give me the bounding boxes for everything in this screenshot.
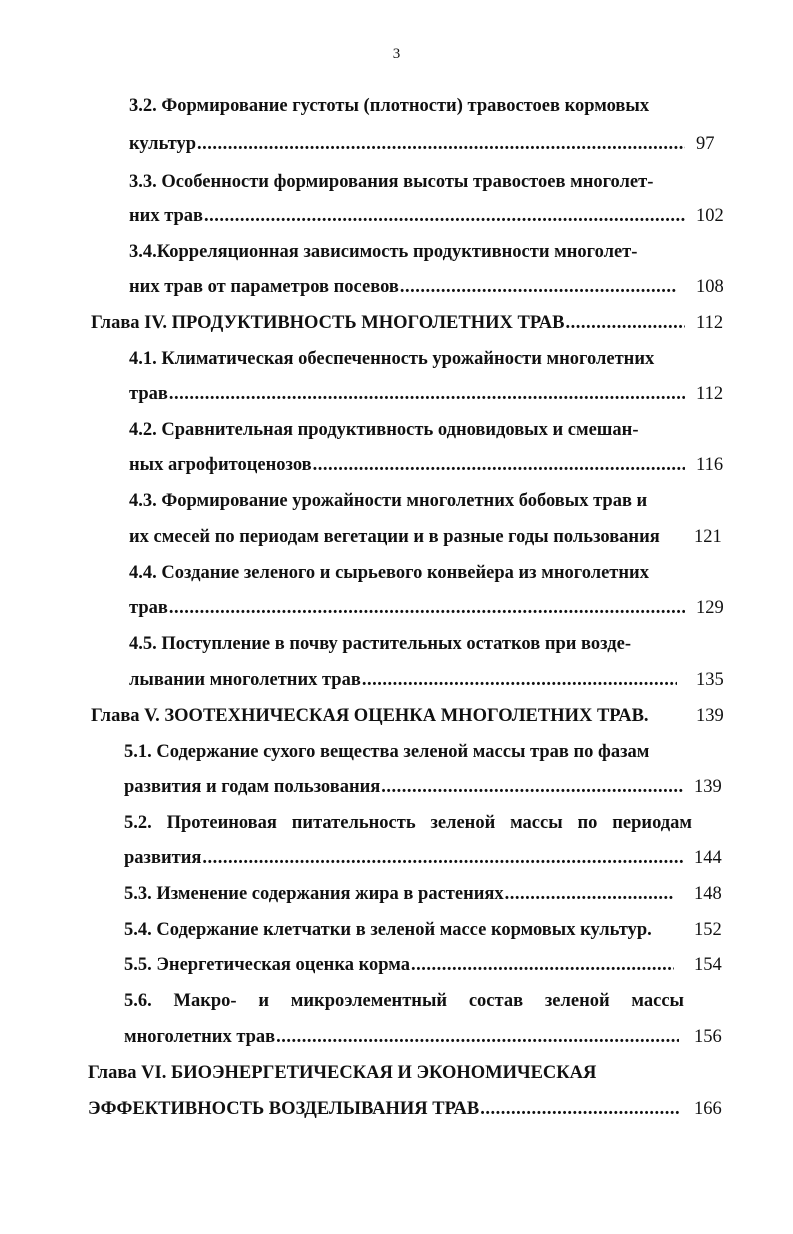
toc-chapter-title: ЭФФЕКТИВНОСТЬ ВОЗДЕЛЫВАНИЯ ТРАВ [88, 1099, 480, 1119]
toc-chapter-line: Глава VI. БИОЭНЕРГЕТИЧЕСКАЯ И ЭКОНОМИЧЕСКАЯ [88, 1063, 597, 1083]
toc-entry-line [124, 1026, 679, 1048]
leader-dots [381, 776, 683, 798]
toc-entry-page: 112 [696, 313, 724, 333]
toc-chapter-line: Глава V. ЗООТЕХНИЧЕСКАЯ ОЦЕНКА МНОГОЛЕТНИХ ТРАВ. [91, 706, 649, 726]
toc-entry-page: 108 [696, 277, 724, 297]
toc-entry-line [129, 383, 685, 405]
leader-dots [276, 1026, 679, 1048]
toc-entry-page: 129 [696, 598, 724, 618]
leader-dots [169, 383, 685, 405]
toc-entry-title: них трав [129, 206, 204, 226]
toc-entry-title: 5.5. Энергетическая оценка корма [124, 955, 410, 975]
toc-entry-page: 152 [694, 920, 722, 940]
toc-entry-page: 144 [694, 848, 722, 868]
toc-entry-line: 5.1. Содержание сухого вещества зеленой массы трав по фазам [124, 742, 650, 762]
toc-entry-title: 5.3. Изменение содержания жира в растениях [124, 884, 504, 904]
toc-entry-page: 139 [694, 777, 722, 797]
toc-entry-title: трав [129, 598, 168, 618]
leader-dots [169, 597, 685, 619]
toc-entry-line: 4.3. Формирование урожайности многолетних бобовых трав и [129, 491, 648, 511]
leader-dots [197, 133, 685, 155]
toc-entry-title: них трав от параметров посевов [129, 277, 399, 297]
toc-entry-page: 166 [694, 1099, 722, 1119]
toc-entry-page: 102 [696, 206, 724, 226]
toc-entry-line: 3.4.Корреляционная зависимость продуктивности многолет- [129, 242, 638, 262]
toc-entry-line [124, 847, 683, 869]
toc-chapter-line [88, 1098, 680, 1120]
toc-entry-line [124, 883, 674, 905]
toc-entry-line [129, 454, 685, 476]
toc-entry-page: 156 [694, 1027, 722, 1047]
toc-entry-line [129, 276, 677, 298]
toc-entry-line: 3.2. Формирование густоты (плотности) травостоев кормовых [129, 96, 650, 116]
toc-entry-page: 116 [696, 455, 724, 475]
leader-dots [505, 883, 674, 905]
page-number: 3 [392, 46, 401, 62]
leader-dots [313, 454, 685, 476]
toc-entry-line: 4.5. Поступление в почву растительных остатков при возде- [129, 634, 632, 654]
toc-entry-page: 148 [694, 884, 722, 904]
toc-entry-page: 135 [696, 670, 724, 690]
toc-chapter-line [91, 312, 685, 334]
toc-entry-page: 139 [696, 706, 724, 726]
toc-entry-title: трав [129, 384, 168, 404]
toc-entry-line [129, 205, 685, 227]
toc-entry-page: 154 [694, 955, 722, 975]
leader-dots [362, 669, 677, 691]
toc-entry-line: 4.1. Климатическая обеспеченность урожайности многолетних [129, 349, 655, 369]
toc-entry-line: 4.2. Сравнительная продуктивность одновидовых и смешан- [129, 420, 639, 440]
leader-dots [202, 847, 683, 869]
toc-entry-line [124, 954, 674, 976]
toc-entry-line [129, 597, 685, 619]
leader-dots [565, 312, 685, 334]
toc-entry-line: 5.6. Макро- и микроэлементный состав зеленой массы [124, 991, 684, 1011]
toc-entry-title: культур [129, 134, 197, 154]
toc-entry-line: их смесей по периодам вегетации и в разные годы пользования [129, 527, 660, 547]
leader-dots [400, 276, 677, 298]
toc-entry-line: 5.4. Содержание клетчатки в зеленой массе кормовых культур. [124, 920, 652, 940]
toc-entry-line [129, 669, 677, 691]
leader-dots [411, 954, 674, 976]
toc-entry-page: 121 [694, 527, 722, 547]
toc-entry-line: 4.4. Создание зеленого и сырьевого конвейера из многолетних [129, 563, 649, 583]
leader-dots [204, 205, 685, 227]
toc-entry-page: 112 [696, 384, 724, 404]
toc-entry-line: 5.2. Протеиновая питательность зеленой массы по периодам [124, 813, 692, 833]
toc-entry-title: развития [124, 848, 202, 868]
toc-entry-title: лывании многолетних трав [129, 670, 361, 690]
toc-chapter-title: Глава IV. ПРОДУКТИВНОСТЬ МНОГОЛЕТНИХ ТРАВ [91, 313, 565, 333]
toc-entry-line [124, 776, 683, 798]
toc-entry-line [129, 133, 685, 155]
toc-entry-page: 97 [696, 134, 715, 154]
toc-entry-title: развития и годам пользования [124, 777, 381, 797]
toc-entry-title: многолетних трав [124, 1027, 276, 1047]
toc-entry-line: 3.3. Особенности формирования высоты травостоев многолет- [129, 172, 654, 192]
toc-entry-title: ных агрофитоценозов [129, 455, 312, 475]
leader-dots [480, 1098, 680, 1120]
